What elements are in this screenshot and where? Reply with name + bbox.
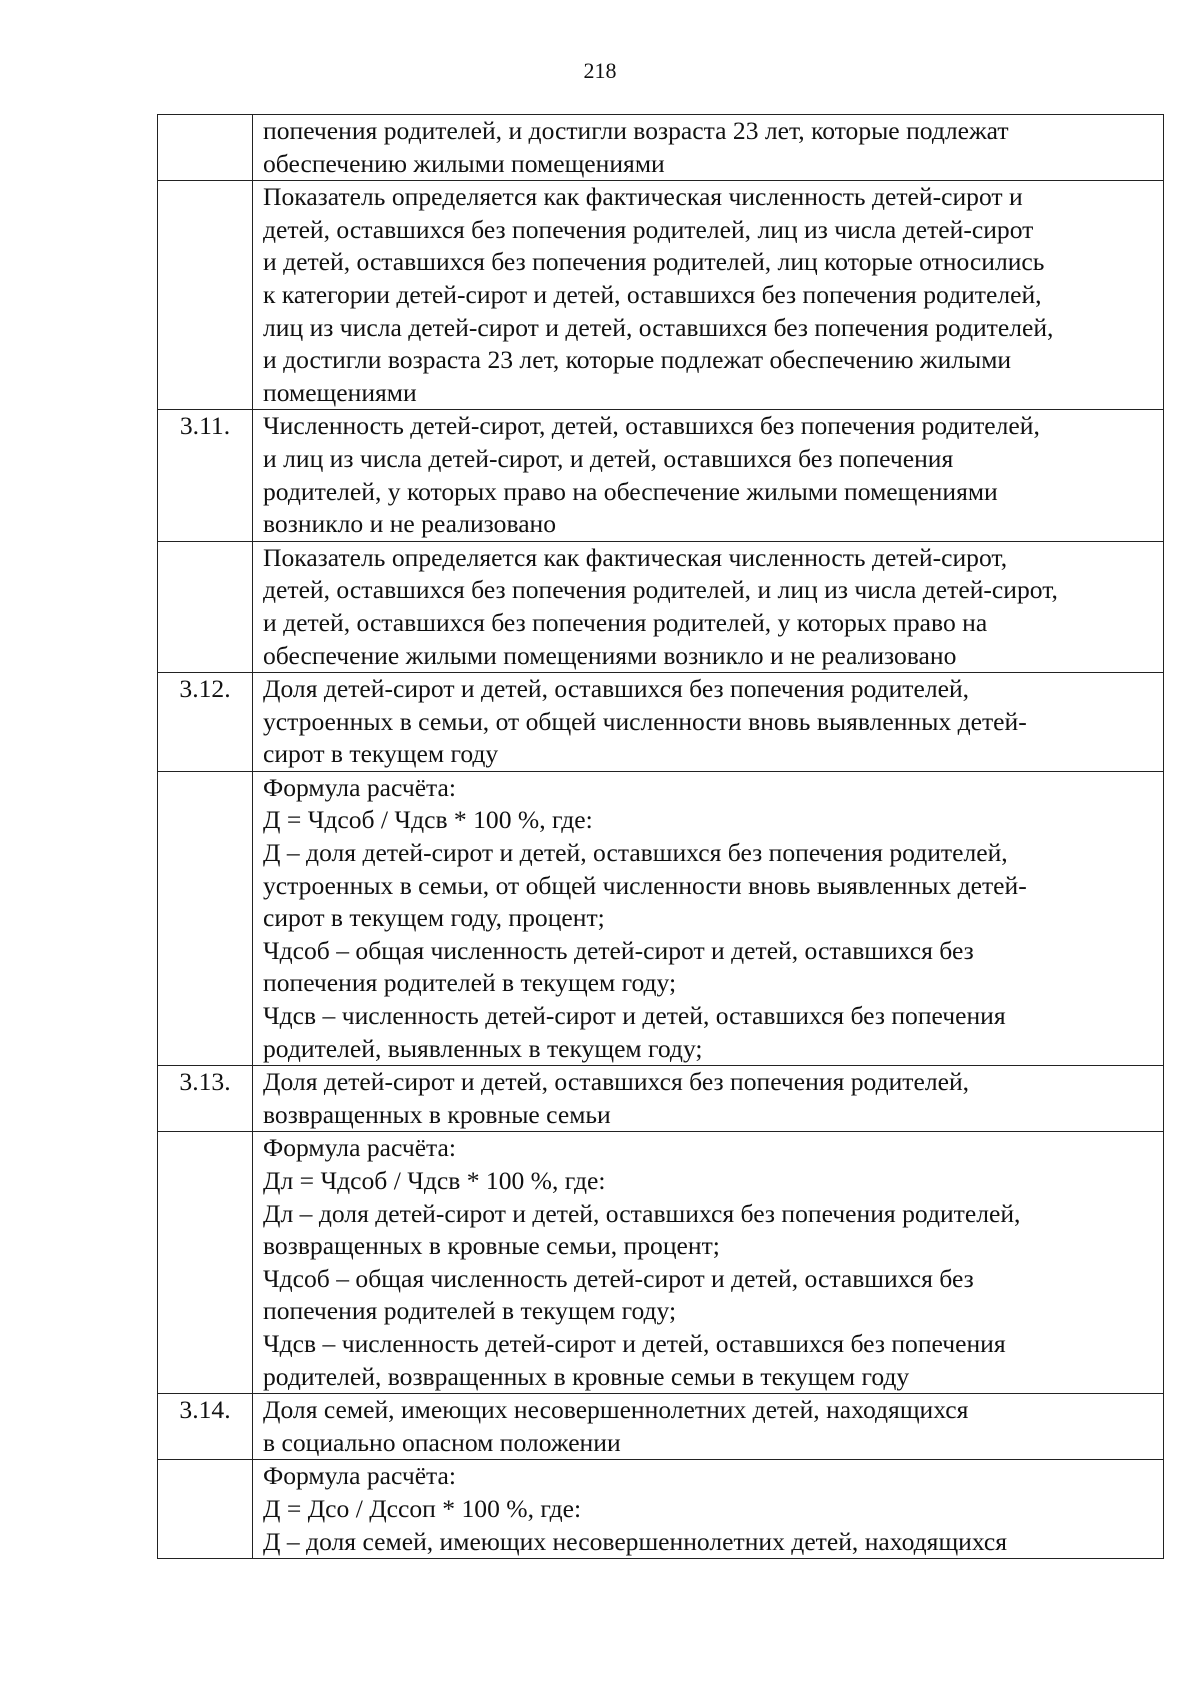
text-line: Показатель определяется как фактическая численность детей-сирот и (263, 182, 1023, 212)
row-text-cell (253, 541, 1164, 672)
row-text-cell (253, 1132, 1164, 1394)
text-line: возвращенных в кровные семьи, процент; (263, 1231, 720, 1261)
indicator-table (157, 114, 1164, 1559)
row-number-cell: 3.14. (158, 1394, 253, 1460)
row-text-cell (253, 410, 1164, 541)
text-line: сирот в текущем году, процент; (263, 903, 605, 933)
text-line: Чдсоб – общая численность детей-сирот и детей, оставшихся без (263, 935, 974, 965)
row-text-cell (253, 673, 1164, 772)
text-line: Чдсв – численность детей-сирот и детей, оставшихся без попечения (263, 1328, 1006, 1358)
table-row (158, 410, 1164, 541)
text-line: Доля детей-сирот и детей, оставшихся без попечения родителей, (263, 674, 970, 704)
row-number-cell (158, 541, 253, 672)
row-text-cell (253, 115, 1164, 181)
text-line: и достигли возраста 23 лет, которые подлежат обеспечению жилыми (263, 345, 1012, 375)
row-text-cell (253, 181, 1164, 410)
row-text-cell (253, 771, 1164, 1065)
text-line: попечения родителей в текущем году; (263, 968, 677, 998)
text-line: Формула расчёта: (263, 772, 457, 802)
row-number-cell (158, 771, 253, 1065)
text-line: родителей, у которых право на обеспечение жилыми помещениями (263, 476, 998, 506)
text-line: сирот в текущем году (263, 739, 499, 769)
text-line: попечения родителей в текущем году; (263, 1296, 677, 1326)
text-line: помещениями (263, 377, 417, 407)
text-line: обеспечению жилыми помещениями (263, 148, 665, 178)
text-line: попечения родителей, и достигли возраста 23 лет, которые подлежат (263, 116, 1009, 145)
table-row (158, 673, 1164, 772)
text-line: Чдсв – численность детей-сирот и детей, оставшихся без попечения (263, 1001, 1006, 1031)
table-row (158, 771, 1164, 1065)
row-text-cell (253, 1066, 1164, 1132)
page-number: 218 (583, 58, 617, 83)
row-number-cell (158, 1132, 253, 1394)
table-row (158, 115, 1164, 181)
text-line: Численность детей-сирот, детей, оставшихся без попечения родителей, (263, 411, 1040, 441)
text-line: Доля семей, имеющих несовершеннолетних детей, находящихся (263, 1395, 969, 1425)
row-number-cell: 3.11. (158, 410, 253, 541)
text-line: родителей, выявленных в текущем году; (263, 1033, 703, 1063)
row-text-cell (253, 1394, 1164, 1460)
row-number-cell (158, 115, 253, 181)
table-row (158, 1394, 1164, 1460)
text-line: возникло и не реализовано (263, 509, 557, 539)
row-number-cell: 3.13. (158, 1066, 253, 1132)
table-row (158, 181, 1164, 410)
text-line: Д – доля семей, имеющих несовершеннолетних детей, находящихся (263, 1526, 1008, 1556)
text-line: и детей, оставшихся без попечения родителей, у которых право на (263, 607, 988, 637)
text-line: Формула расчёта: (263, 1133, 457, 1163)
text-line: Доля детей-сирот и детей, оставшихся без попечения родителей, (263, 1067, 970, 1097)
text-line: Д = Дсо / Дссоп * 100 %, где: (263, 1493, 582, 1523)
table-row (158, 1460, 1164, 1559)
text-line: Д = Чдсоб / Чдсв * 100 %, где: (263, 805, 593, 835)
row-number-cell (158, 181, 253, 410)
row-number-cell (158, 1460, 253, 1559)
text-line: обеспечение жилыми помещениями возникло и не реализовано (263, 640, 957, 670)
text-line: в социально опасном положении (263, 1427, 621, 1457)
text-line: устроенных в семьи, от общей численности вновь выявленных детей- (263, 706, 1027, 736)
table-row (158, 541, 1164, 672)
text-line: и детей, оставшихся без попечения родителей, лиц которые относились (263, 247, 1045, 277)
text-line: Дл = Чдсоб / Чдсв * 100 %, где: (263, 1166, 606, 1195)
text-line: лиц из числа детей-сирот и детей, оставшихся без попечения родителей, (263, 312, 1054, 342)
row-text-cell (253, 1460, 1164, 1559)
table-row (158, 1132, 1164, 1394)
text-line: детей, оставшихся без попечения родителей, лиц из числа детей-сирот (263, 214, 1034, 244)
text-line: возвращенных в кровные семьи (263, 1099, 611, 1129)
text-line: Д – доля детей-сирот и детей, оставшихся без попечения родителей, (263, 838, 1008, 868)
text-line: к категории детей-сирот и детей, оставшихся без попечения родителей, (263, 279, 1042, 309)
text-line: детей, оставшихся без попечения родителей, и лиц из числа детей-сирот, (263, 575, 1058, 605)
text-line: Показатель определяется как фактическая численность детей-сирот, (263, 542, 1008, 572)
text-line: Формула расчёта: (263, 1461, 457, 1491)
text-line: Чдсоб – общая численность детей-сирот и детей, оставшихся без (263, 1263, 974, 1293)
table-row (158, 1066, 1164, 1132)
row-number-cell: 3.12. (158, 673, 253, 772)
text-line: Дл – доля детей-сирот и детей, оставшихся без попечения родителей, (263, 1198, 1021, 1228)
text-line: родителей, возвращенных в кровные семьи в текущем году (263, 1361, 910, 1391)
text-line: и лиц из числа детей-сирот, и детей, оставшихся без попечения (263, 443, 954, 473)
text-line: устроенных в семьи, от общей численности вновь выявленных детей- (263, 870, 1027, 900)
